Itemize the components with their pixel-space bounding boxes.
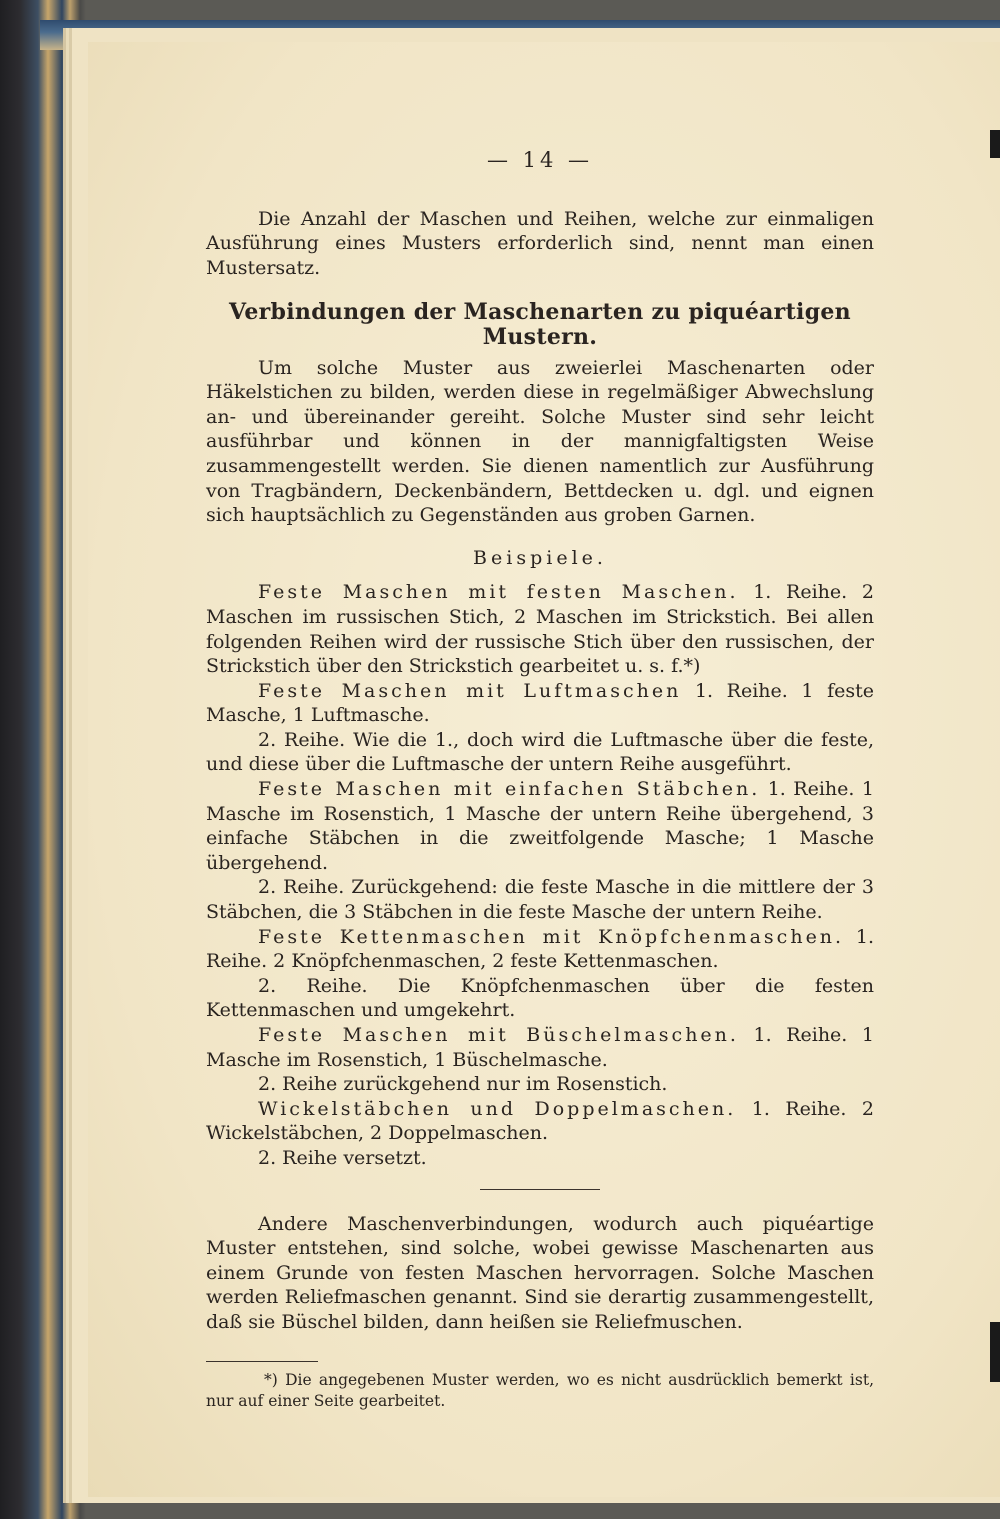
example-item: [206, 1072, 874, 1097]
examples-heading: Beispiele.: [473, 546, 607, 569]
example-item: [206, 728, 874, 777]
closing-paragraph: Andere Maschenverbindungen, wodurch auch piquéartige Muster entstehen, sind solche, wobei gewisse Maschenarten aus einem Grunde von festen Maschen hervorragen. Solche Maschen werden Reliefmaschen genannt. Sind sie derartig zusammengestellt, daß sie Büschel bilden, dann heißen sie Reliefmuschen.: [206, 1212, 874, 1333]
section-paragraph: Um solche Muster aus zweierlei Maschenarten oder Häkelstichen zu bilden, werden diese in regelmäßiger Abwechslung an- und übereinander gereiht. Solche Muster sind sehr leicht ausführbar und können in der mannigfaltigsten Weise zusammengestellt werden. Sie dienen namentlich zur Ausführung von Tragbändern, Deckenbändern, Bettdecken u. dgl. und eignen sich hauptsächlich zu Gegenständen aus groben Garnen.: [206, 356, 874, 527]
example-title: Wickelstäbchen und Doppelmaschen.: [258, 1097, 737, 1120]
page-number: — 14 —: [486, 148, 594, 172]
example-item: [206, 1097, 874, 1146]
page-tab-marker: [990, 1322, 1000, 1382]
example-title: Feste Kettenmaschen mit Knöpfchenmaschen.: [258, 925, 845, 948]
example-text: 1. Reihe. 1 Masche im Rosenstich, 1 Masche der untern Reihe übergehend, 3 einfache Stäbchen in die zweitfolgende Masche; 1 Masche übergehend.: [206, 778, 874, 874]
example-item: [206, 1146, 874, 1171]
example-text: 2. Reihe. Wie die 1., doch wird die Luftmasche über die feste, und diese über die Luftmasche der untern Reihe ausgeführt.: [206, 728, 874, 776]
example-text: 2. Reihe. Die Knöpfchenmaschen über die festen Kettenmaschen und umgekehrt.: [206, 974, 874, 1022]
example-title: Feste Maschen mit festen Maschen.: [258, 581, 739, 604]
example-item: [206, 925, 874, 974]
example-text: 1. Reihe. 2 Wickelstäbchen, 2 Doppelmaschen.: [206, 1097, 874, 1145]
page-tab-marker: [990, 130, 1000, 158]
example-item: [206, 1023, 874, 1072]
example-item: [206, 777, 874, 875]
section-heading: Verbindungen der Maschenarten zu piquéartigen Mustern.: [229, 299, 851, 350]
intro-paragraph: Die Anzahl der Maschen und Reihen, welche zur einmaligen Ausführung eines Musters erforderlich sind, nennt man einen Mustersatz.: [206, 207, 874, 279]
example-text: 2. Reihe. Zurückgehend: die feste Masche in die mittlere der 3 Stäbchen, die 3 Stäbchen in die feste Masche der untern Reihe.: [206, 876, 874, 924]
example-item: [206, 580, 874, 678]
example-text: 1. Reihe. 2 Knöpfchenmaschen, 2 feste Kettenmaschen.: [206, 925, 874, 973]
example-text: 1. Reihe. 2 Maschen im russischen Stich, 2 Maschen im Strickstich. Bei allen folgenden Reihen wird der russische Stich über den russischen, der Strickstich über den Strickstich gearbeitet u. s. f.*): [206, 581, 874, 678]
page-content: [206, 148, 874, 1412]
footnote-rule: [206, 1361, 318, 1362]
separator-rule: [480, 1189, 600, 1190]
example-item: [206, 875, 874, 924]
example-text: 2. Reihe versetzt.: [258, 1146, 427, 1169]
example-item: [206, 974, 874, 1023]
example-title: Feste Maschen mit einfachen Stäbchen.: [258, 778, 761, 801]
example-title: Feste Maschen mit Büschelmaschen.: [258, 1024, 739, 1046]
examples-list: [206, 580, 874, 1170]
footnote: *) Die angegebenen Muster werden, wo es nicht ausdrücklich bemerkt ist, nur auf einer Seite gearbeitet.: [206, 1370, 874, 1410]
example-text: 1. Reihe. 1 feste Masche, 1 Luftmasche.: [206, 679, 874, 727]
example-title: Feste Maschen mit Luftmaschen: [258, 679, 682, 702]
example-text: 1. Reihe. 1 Masche im Rosenstich, 1 Büschelmasche.: [206, 1024, 874, 1071]
example-item: [206, 679, 874, 728]
example-text: 2. Reihe zurückgehend nur im Rosenstich.: [258, 1073, 668, 1096]
